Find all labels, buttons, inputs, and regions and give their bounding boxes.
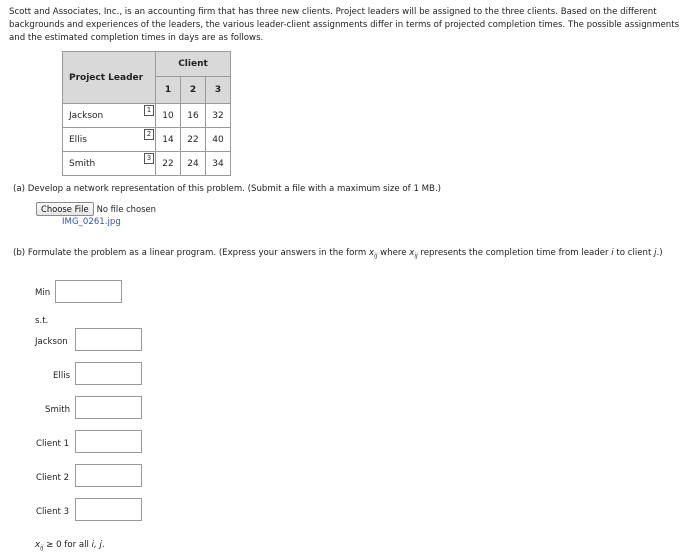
client-number-1: 1	[156, 77, 181, 104]
question-text: to client	[613, 248, 655, 258]
nonneg-end: .	[101, 540, 105, 550]
constraint-input-smith[interactable]	[75, 396, 142, 419]
variable-x: x	[35, 540, 41, 550]
min-label: Min	[35, 288, 51, 298]
constraint-label-jackson: Jackson	[35, 337, 68, 347]
table-row	[63, 104, 231, 128]
constraint-input-client-3[interactable]	[75, 498, 142, 521]
variable-subscript: ij	[40, 544, 44, 552]
client-number-3: 3	[206, 77, 231, 104]
variable-subscript: ij	[414, 252, 418, 260]
question-text: represents the completion time from leader	[417, 248, 612, 258]
nonnegativity-constraint	[35, 540, 105, 552]
nonneg-text: ≥ 0 for all	[43, 540, 92, 550]
client-var: j	[654, 248, 657, 258]
problem-intro: Scott and Associates, Inc., is an accounting firm that has three new clients. Project leaders will be assigned to the three clients. Based on the different backgrounds and experiences of the leaders, the various leader-client assignments differ in terms of projected completion times. The possible assignments and the estimated completion times in days are as follows.	[9, 7, 680, 43]
time-cell: 34	[206, 152, 231, 176]
row-index-badge: 3	[144, 153, 154, 164]
completion-times-table	[62, 51, 231, 176]
variable-x: x	[368, 248, 375, 258]
row-index-badge: 1	[144, 105, 154, 116]
time-cell: 22	[181, 128, 206, 152]
constraint-label-smith: Smith	[45, 405, 71, 415]
time-cell: 14	[156, 128, 181, 152]
objective-input[interactable]	[55, 280, 122, 303]
choose-file-button[interactable]: Choose File	[36, 202, 94, 216]
constraint-input-jackson[interactable]	[75, 328, 142, 351]
question-text: where	[377, 248, 410, 258]
file-status: No file chosen	[96, 204, 156, 214]
constraint-input-ellis[interactable]	[75, 362, 142, 385]
leader-name: Jackson	[69, 110, 104, 121]
time-cell: 10	[156, 104, 181, 128]
constraint-input-client-2[interactable]	[75, 464, 142, 487]
st-label: s.t.	[35, 316, 49, 326]
table-row	[63, 152, 231, 176]
constraint-label-client-1: Client 1	[36, 439, 70, 449]
time-cell: 40	[206, 128, 231, 152]
leader-name: Ellis	[69, 134, 87, 145]
client-header: Client	[156, 52, 231, 77]
constraint-label-ellis: Ellis	[53, 371, 71, 381]
nonneg-vars: i, j	[91, 540, 102, 550]
time-cell: 32	[206, 104, 231, 128]
leader-cell	[63, 104, 156, 128]
constraint-input-client-1[interactable]	[75, 430, 142, 453]
question-text: (b) Formulate the problem as a linear program. (Express your answers in the form	[13, 248, 369, 258]
constraint-label-client-3: Client 3	[36, 507, 70, 517]
question-text: .)	[656, 248, 663, 258]
client-number-2: 2	[181, 77, 206, 104]
leader-var: i	[611, 248, 614, 258]
time-cell: 16	[181, 104, 206, 128]
part-b-question	[13, 247, 693, 263]
variable-x: x	[409, 248, 415, 258]
table-row	[63, 128, 231, 152]
project-leader-header: Project Leader	[63, 52, 156, 104]
row-index-badge: 2	[144, 129, 154, 140]
uploaded-file-link[interactable]: IMG_0261.jpg	[62, 217, 121, 227]
time-cell: 22	[156, 152, 181, 176]
constraint-label-client-2: Client 2	[36, 473, 70, 483]
part-a-question: (a) Develop a network representation of this problem. (Submit a file with a maximum size of 1 MB.)	[13, 184, 442, 194]
variable-subscript: ij	[374, 252, 378, 260]
leader-cell	[63, 128, 156, 152]
leader-cell	[63, 152, 156, 176]
time-cell: 24	[181, 152, 206, 176]
leader-name: Smith	[69, 158, 96, 169]
file-upload	[36, 202, 156, 216]
